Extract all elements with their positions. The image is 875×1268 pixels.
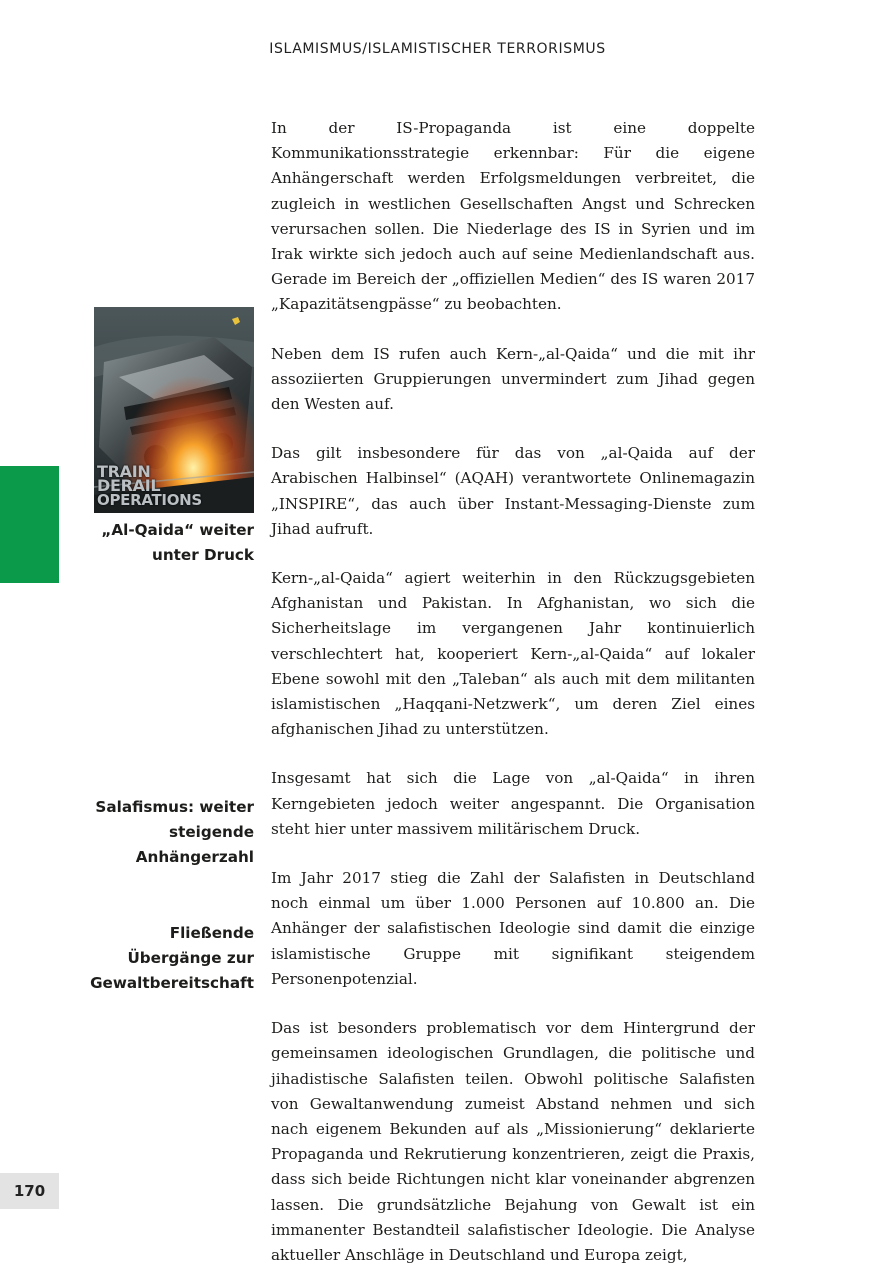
running-header: ISLAMISMUS/ISLAMISTISCHER TERRORISMUS <box>269 41 606 57</box>
paragraph-1: In der IS-Propaganda ist eine doppelte Kommunikationsstrategie erkennbar: Für die eigene Anhängerschaft werden Erfolgsmeldungen verbreitet, die zugleich in westlichen Gesellschaften Angst und Schrecken verursachen sollen. Die Niederlage des IS in Syrien und im Irak wirkte sich jedoch auch auf seine Medienlandschaft aus. Gerade im Bereich der „offiziellen Medien“ des IS waren 2017 „Kapazitätsengpässe“ zu beobachten. <box>271 119 755 314</box>
paragraph-6: Im Jahr 2017 stieg die Zahl der Salafisten in Deutschland noch einmal um über 1.000 Personen auf 10.800 an. Die Anhänger der salafistischen Ideologie sind damit die einzige islamistische Gruppe mit signifikant steigendem Personenpotenzial. <box>271 869 755 988</box>
paragraph-3: Das gilt insbesondere für das von „al-Qaida auf der Arabischen Halbinsel“ (AQAH) verantwortete Onlinemagazin „INSPIRE“, das auch über Instant-Messaging-Dienste zum Jihad aufruft. <box>271 444 755 538</box>
cover-title <box>97 462 202 509</box>
page-number: 170 <box>0 1173 59 1209</box>
cover-title-line-2: DERAIL <box>97 476 161 495</box>
side-note-salafismus: Salafismus: weiter steigende Anhängerzahl <box>95 798 254 867</box>
paragraph-2: Neben dem IS rufen auch Kern-„al-Qaida“ und die mit ihr assoziierten Gruppierungen unvermindert zum Jihad gegen den Westen auf. <box>271 344 755 414</box>
paragraph-5: Insgesamt hat sich die Lage von „al-Qaida“ in ihren Kerngebieten jedoch weiter angespannt. Die Organisation steht hier unter massivem militärischem Druck. <box>271 769 755 838</box>
magazine-cover-image <box>94 307 254 513</box>
side-note-al-qaida: „Al-Qaida“ weiter unter Druck <box>101 521 254 565</box>
main-text-column <box>271 116 755 1268</box>
paragraph-7: Das ist besonders problematisch vor dem Hintergrund der gemeinsamen ideologischen Grundlagen, die politische und jihadistische Salafisten teilen. Obwohl politische Salafisten von Gewaltanwendung zumeist Abstand nehmen und sich nach eigenem Bekunden auf als „Missionierung“ deklarierte Propaganda und Rekrutierung konzentrieren, zeigt die Praxis, dass sich beide Richtungen nicht klar voneinander abgrenzen lassen. Die grundsätzliche Bejahung von Gewalt ist ein immanenter Bestandteil salafistischer Ideologie. Die Analyse aktueller Anschläge in Deutschland und Europa zeigt, <box>271 1019 755 1264</box>
paragraph-4: Kern-„al-Qaida“ agiert weiterhin in den Rückzugsgebieten Afghanistan und Pakistan. In Afghanistan, wo sich die Sicherheitslage im vergangenen Jahr kontinuierlich verschlechtert hat, kooperiert Kern-„al-Qaida“ auf lokaler Ebene sowohl mit den „Taleban“ als auch mit dem militanten islamistischen „Haqqani-Netzwerk“, um deren Ziel eines afghanischen Jihad zu unterstützen. <box>271 569 755 739</box>
side-note-gewaltbereitschaft: Fließende Übergänge zur Gewaltbereitschaft <box>90 924 254 993</box>
cover-title-line-1: TRAIN <box>97 462 151 481</box>
cover-title-line-3: OPERATIONS <box>97 491 202 509</box>
section-color-tab <box>0 466 59 583</box>
